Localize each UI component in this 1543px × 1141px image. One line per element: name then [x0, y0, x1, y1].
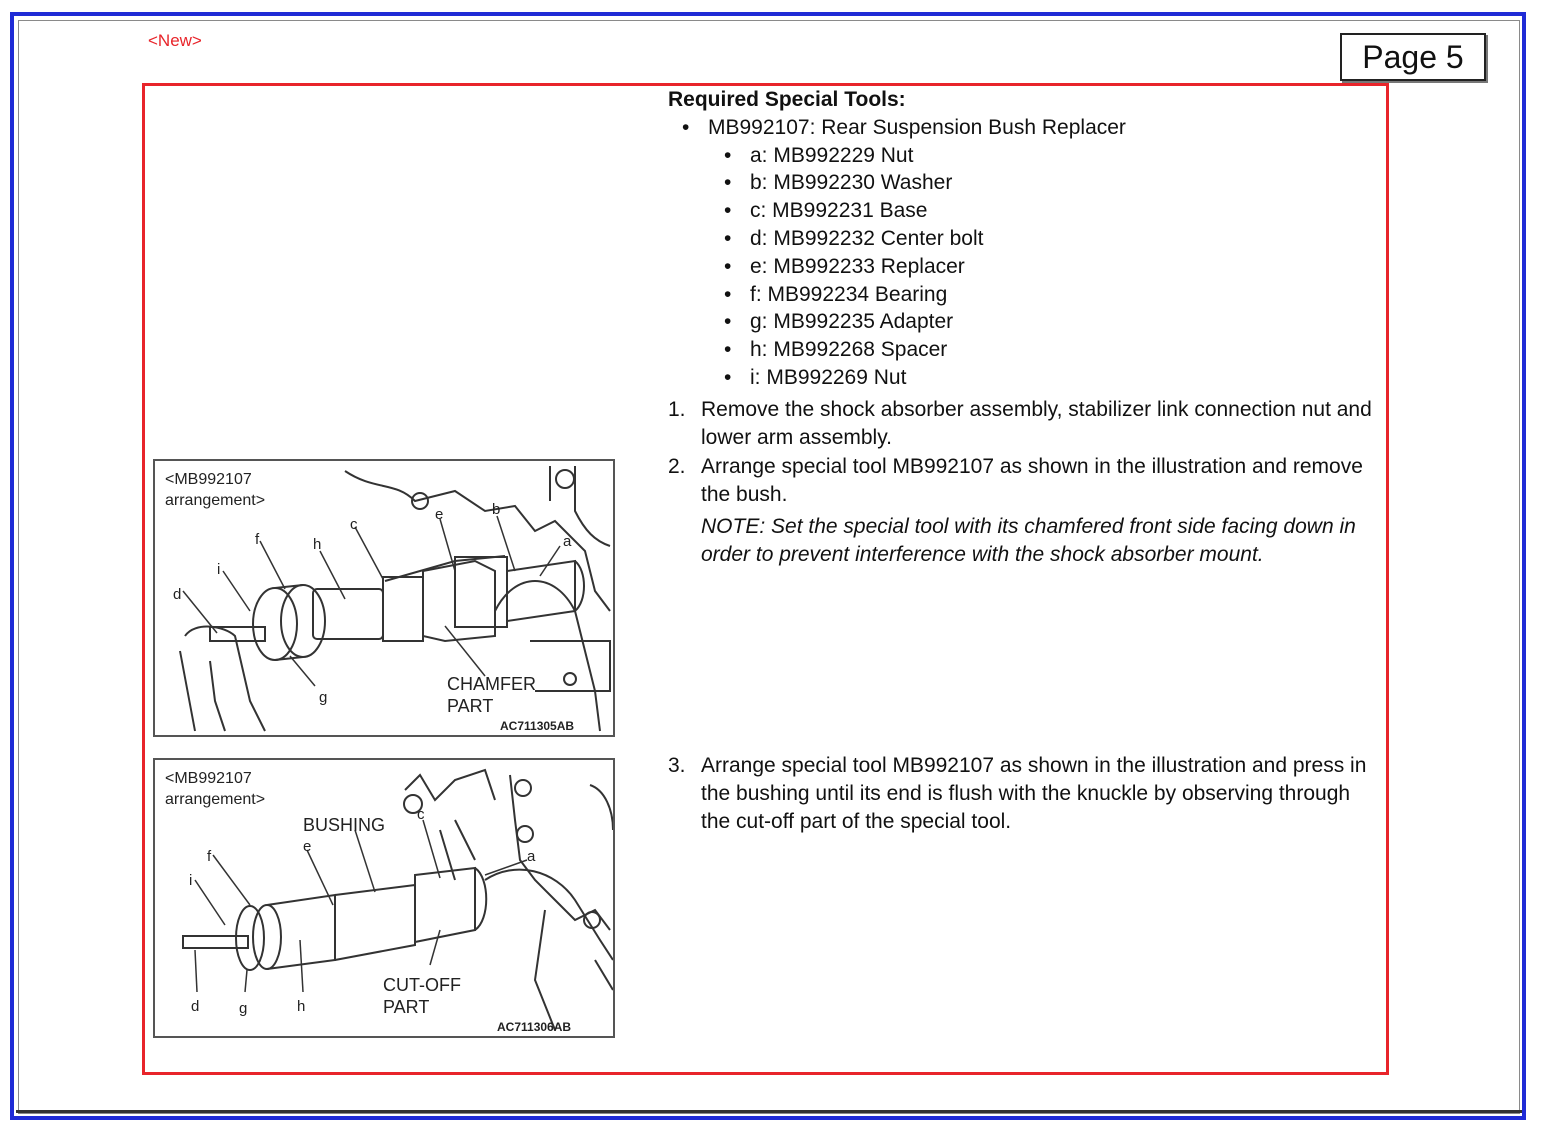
label-b: b	[492, 501, 501, 518]
label-a: a	[527, 848, 536, 865]
label-f: f	[207, 848, 212, 865]
tool-part-label: f: MB992234 Bearing	[750, 282, 948, 306]
caption-line: arrangement>	[165, 791, 266, 808]
list-item	[724, 197, 1383, 225]
label-c: c	[417, 806, 425, 823]
list-item	[724, 169, 1383, 197]
cut-off-part-label	[383, 974, 461, 1018]
tool-parts-list	[668, 142, 1383, 392]
label-f: f	[255, 531, 260, 548]
label-h: h	[313, 536, 322, 553]
figure-removal-arrangement	[153, 459, 615, 737]
tool-part-label: b: MB992230 Washer	[750, 171, 953, 195]
caption-line: <MB992107	[165, 471, 252, 488]
tool-part-label: c: MB992231 Base	[750, 199, 928, 223]
bullet-icon: •	[724, 143, 732, 167]
label-d: d	[173, 586, 182, 603]
bullet-icon: •	[682, 115, 690, 139]
list-item	[724, 253, 1383, 281]
label-c: c	[350, 516, 358, 533]
label-g: g	[319, 689, 328, 706]
frame-shadow	[16, 1110, 1522, 1113]
list-item	[724, 308, 1383, 336]
step-2	[668, 453, 1383, 568]
bullet-icon: •	[724, 365, 732, 389]
step-text: Remove the shock absorber assembly, stabilizer link connection nut and lower arm assembly.	[701, 397, 1372, 449]
step-number: 3.	[668, 754, 686, 777]
figure-code: AC711306AB	[497, 1020, 572, 1034]
label-a: a	[563, 533, 572, 550]
label-i: i	[189, 872, 193, 889]
figure-install-arrangement	[153, 758, 615, 1038]
step-number: 2.	[668, 455, 686, 479]
tools-list	[668, 114, 1383, 142]
caption-line: arrangement>	[165, 492, 266, 509]
steps-list	[668, 396, 1383, 569]
tool-main-item	[668, 114, 1383, 142]
note-text: NOTE: Set the special tool with its chamfered front side facing down in order to prevent interference with the shock absorber mount.	[701, 514, 1356, 566]
tool-main-label: MB992107: Rear Suspension Bush Replacer	[708, 115, 1126, 139]
list-item	[724, 225, 1383, 253]
tools-heading: Required Special Tools:	[668, 88, 906, 111]
chamfer-part-label	[447, 673, 536, 717]
tool-part-label: h: MB992268 Spacer	[750, 338, 948, 362]
list-item	[724, 364, 1383, 392]
page-number-box: Page 5	[1340, 33, 1486, 81]
callout-line: PART	[383, 997, 430, 1017]
step-text: Arrange special tool MB992107 as shown in the illustration and remove the bush.	[701, 455, 1363, 507]
bullet-icon: •	[724, 282, 732, 306]
list-item	[724, 336, 1383, 364]
tool-part-label: d: MB992232 Center bolt	[750, 226, 984, 250]
bullet-icon: •	[724, 171, 732, 195]
bullet-icon: •	[724, 254, 732, 278]
step-1	[668, 396, 1383, 452]
label-i: i	[217, 561, 221, 578]
tool-part-label: g: MB992235 Adapter	[750, 310, 954, 334]
tool-part-label: a: MB992229 Nut	[750, 143, 914, 167]
figure-code: AC711305AB	[500, 719, 575, 733]
new-tag: <New>	[148, 31, 202, 50]
callout-line: CUT-OFF	[383, 975, 461, 995]
callout-line: CHAMFER	[447, 674, 536, 694]
label-e: e	[435, 506, 444, 523]
label-e: e	[303, 838, 312, 855]
bullet-icon: •	[724, 310, 732, 334]
instructions-column	[668, 86, 1383, 569]
bullet-icon: •	[724, 226, 732, 250]
tool-part-label: e: MB992233 Replacer	[750, 254, 965, 278]
list-item	[724, 142, 1383, 170]
bullet-icon: •	[724, 199, 732, 223]
step-number: 1.	[668, 397, 686, 421]
tool-part-label: i: MB992269 Nut	[750, 365, 907, 389]
bushing-label: BUSHING	[303, 815, 386, 835]
bullet-icon: •	[724, 338, 732, 362]
step-3	[668, 752, 1383, 835]
label-h: h	[297, 998, 306, 1015]
callout-line: PART	[447, 696, 494, 716]
list-item	[724, 281, 1383, 309]
label-d: d	[191, 998, 200, 1015]
figure-caption	[165, 768, 265, 810]
step-text: Arrange special tool MB992107 as shown in the illustration and press in the bushing until its end is flush with the knuckle by observing through the cut-off part of the special tool.	[701, 754, 1367, 833]
label-g: g	[239, 1000, 248, 1017]
figure-caption	[165, 469, 265, 511]
caption-line: <MB992107	[165, 770, 252, 787]
